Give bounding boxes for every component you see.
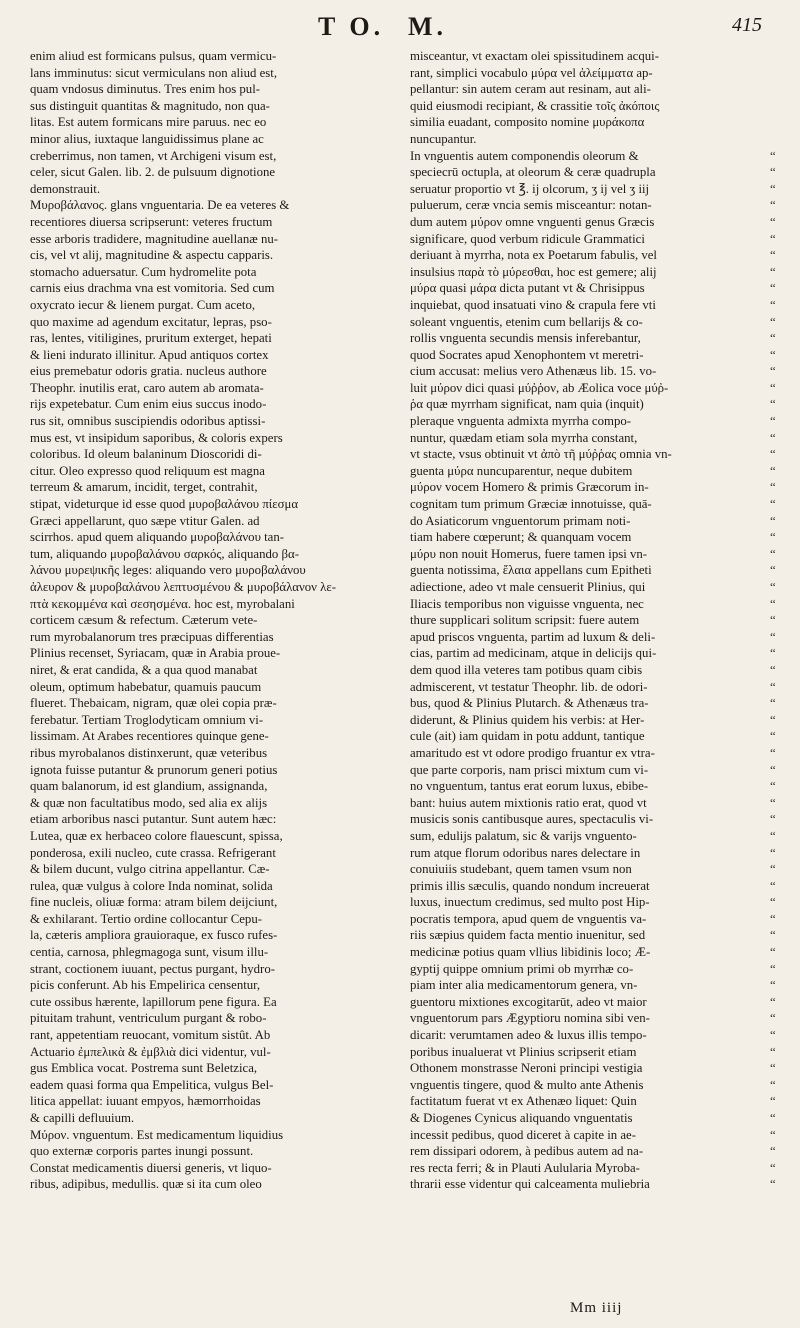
text-line: admiscerent, vt testatur Theophr. lib. de odori-: [410, 679, 648, 694]
text-line: thure supplicari solitum scripsit: fuere autem: [410, 613, 640, 628]
quote-mark: “: [770, 862, 776, 877]
text-line: vnguentis tingere, quod & multo ante Athenis: [410, 1077, 644, 1092]
text-line: thrarii esse videntur qui calceamenta muliebria: [410, 1177, 650, 1192]
text-line: μύρα quasi μάρα dicta putant vt & Chrisippus: [410, 281, 645, 296]
text-line: lissimam. At Arabes recentiores quinque gene-: [30, 729, 269, 744]
text-line: quid eiusmodi recipiant, & crassitie τοῖς ἀκόποις: [410, 98, 660, 113]
quote-mark: “: [770, 662, 776, 677]
quote-mark: “: [770, 480, 776, 495]
text-line: litica appellat: iuuant empyos, hæmorrhoidas: [30, 1094, 261, 1109]
quote-mark: “: [770, 1144, 776, 1159]
quote-mark: “: [770, 961, 776, 976]
text-line: eadem quasi forma qua Empelitica, vulgus Bel-: [30, 1077, 274, 1092]
quote-mark: “: [770, 911, 776, 926]
text-line: primis illis sæculis, quando nondum increuerat: [410, 878, 650, 893]
text-line: do Asiaticorum vnguentorum primam noti-: [410, 513, 631, 528]
quote-mark: “: [770, 613, 776, 628]
quote-mark: “: [770, 580, 776, 594]
quote-mark: “: [770, 165, 776, 180]
text-line: celer, sicut Galen. lib. 2. de pulsuum dignotione: [30, 165, 276, 180]
text-line: Lutea, quæ ex herbaceo colore flauescunt, spissa,: [30, 828, 283, 843]
running-head-right: M.: [408, 12, 448, 41]
right-text-column: [410, 48, 760, 1193]
quote-mark: “: [770, 696, 776, 711]
text-line: corticem cæsum & refectum. Cæterum vete-: [30, 613, 258, 628]
text-line: & bilem ducunt, vulgo citrina appellantur. Cæ-: [30, 862, 270, 877]
quote-mark: “: [770, 364, 776, 379]
text-line: & lieni indurato illinitur. Apud antiquos cortex: [30, 347, 269, 362]
text-line: speciecrū octupla, at oleorum & ceræ quadrupla: [410, 165, 656, 180]
text-line: poribus inualuerat vt Plinius scripserit etiam: [410, 1044, 637, 1059]
quote-mark: “: [770, 463, 776, 478]
quote-mark: “: [770, 198, 776, 213]
text-line: bant: huius autem mixtionis ratio erat, quod vt: [410, 795, 647, 810]
text-line: Μύρον. vnguentum. Est medicamentum liquidius: [30, 1127, 284, 1142]
text-line: λάνου μυρεψικῆς leges: aliquando vero μυροβαλάνου: [30, 563, 306, 578]
quote-mark: “: [770, 1044, 776, 1059]
quote-mark: “: [770, 380, 776, 395]
quote-mark: “: [770, 231, 776, 246]
text-line: recentiores diuersa scripserunt: veteres fructum: [30, 214, 273, 229]
text-line: sus distinguit quantitas & magnitudo, non qua-: [30, 98, 270, 113]
quote-mark: “: [770, 729, 776, 744]
quote-mark: “: [770, 646, 776, 661]
text-line: nuncupantur.: [410, 131, 477, 146]
text-line: dicarit: verumtamen adeo & luxus illis tempo-: [410, 1028, 647, 1043]
quote-mark: “: [770, 1077, 776, 1092]
text-line: Μυροβάλανος. glans vnguentaria. De ea veteres &: [30, 198, 290, 213]
quote-mark: “: [770, 264, 776, 279]
quote-mark: “: [770, 795, 776, 810]
quote-mark: [770, 114, 790, 131]
text-line: rollis vnguenta secundis mensis inferebantur,: [410, 331, 641, 346]
quote-mark: “: [770, 214, 776, 229]
text-line: piam inter alia medicamentorum genera, vn-: [410, 978, 638, 993]
quote-mark: “: [770, 1011, 776, 1026]
quote-mark: [770, 131, 790, 148]
quote-mark: “: [770, 895, 776, 910]
text-line: stomacho aduersatur. Cum hydromelite pota: [30, 264, 257, 279]
text-line: insulsius παρὰ τὸ μύρεσθαι, hoc est gemere; alij: [410, 264, 657, 279]
text-line: mus est, vt insipidum saporibus, & coloris expers: [30, 430, 283, 445]
quote-mark: “: [770, 1127, 776, 1142]
text-line: quam balanorum, id est glandium, assignanda,: [30, 779, 268, 794]
quote-mark: “: [770, 679, 776, 694]
quote-mark: “: [770, 1177, 776, 1192]
quote-mark: “: [770, 1160, 776, 1175]
text-line: bus, quod & Plinius Plutarch. & Athenæus tra-: [410, 696, 649, 711]
quote-mark: [770, 48, 790, 65]
quote-mark: “: [770, 530, 776, 545]
quote-mark: “: [770, 546, 776, 561]
text-line: apud priscos vnguenta, partim ad luxum & deli-: [410, 629, 656, 644]
text-line: ras, lentes, vitiligines, pruritum exterget, hepati: [30, 331, 272, 346]
text-line: factitatum fuerat vt ex Athenæo liquet: Quin: [410, 1094, 637, 1109]
text-line: fine nucleis, oliuæ forma: atram bilem deijciunt,: [30, 895, 278, 910]
quote-mark: “: [770, 762, 776, 777]
text-line: rijs expetebatur. Cum enim eius succus inodo-: [30, 397, 267, 412]
text-line: & exhilarant. Tertio ordine collocantur Cepu-: [30, 911, 262, 926]
text-line: sum, edulijs palatum, sic & varijs vnguento-: [410, 828, 637, 843]
text-line: πτὰ κεκομμένα καὶ σεσησμένα. hoc est, myrobalani: [30, 596, 295, 611]
quote-mark: “: [770, 430, 776, 445]
quote-mark: “: [770, 414, 776, 429]
text-line: flueret. Thebaicam, nigram, quæ olei copia præ-: [30, 696, 277, 711]
quote-mark: “: [770, 297, 776, 312]
quote-mark: “: [770, 812, 776, 827]
text-line: pituitam trahunt, ventriculum purgant & robo-: [30, 1011, 267, 1026]
text-line: rum myrobalanorum tres præcipuas differentias: [30, 629, 274, 644]
text-line: rem dissipari odorem, à pedibus autem ad na-: [410, 1144, 644, 1159]
quotation-marks-margin: [770, 48, 790, 1193]
text-line: cute ossibus hærente, lapillorum pene figura. Ea: [30, 994, 277, 1009]
quote-mark: “: [770, 497, 776, 512]
text-line: soleant vnguentis, etenim cum bellarijs & co-: [410, 314, 643, 329]
quote-mark: “: [770, 878, 776, 893]
quote-mark: “: [770, 945, 776, 960]
text-line: musicis sonis cantibusque aures, spectaculis vi-: [410, 812, 654, 827]
text-line: Theophr. inutilis erat, caro autem ab aromata-: [30, 380, 264, 395]
text-line: Othonem monstrasse Neroni principi vestigia: [410, 1061, 643, 1076]
quote-mark: “: [770, 596, 776, 611]
quote-mark: “: [770, 148, 776, 163]
quote-mark: “: [770, 779, 776, 794]
text-line: eius premebatur odoris gratia. nucleus authore: [30, 364, 267, 379]
text-line: oxycrato iecur & lienem purgat. Cum aceto,: [30, 297, 256, 312]
signature-mark: Mm iiij: [570, 1300, 623, 1316]
text-line: niret, & erat candida, & a qua quod manabat: [30, 662, 258, 677]
text-line: Constat medicamentis diuersi generis, vt liquo-: [30, 1160, 272, 1175]
text-line: vnguentorum pars Ægyptioru nomina sibi ven-: [410, 1011, 650, 1026]
text-line: carnis eius drachma vna est vomitoria. Sed cum: [30, 281, 275, 296]
quote-mark: “: [770, 347, 776, 362]
quote-mark: “: [770, 1094, 776, 1109]
quote-mark: “: [770, 845, 776, 860]
text-line: adiectione, adeo vt male censuerit Plinius, qui: [410, 580, 646, 594]
text-line: Actuario ἐμπελικὰ & ἐμβλιὰ dici videntur, vul-: [30, 1044, 271, 1059]
text-line: pellantur: sin autem ceram aut resinam, aut ali-: [410, 82, 651, 97]
text-line: que parte corporis, nam prisci mixtum cum vi-: [410, 762, 649, 777]
text-line: rant, simplici vocabulo μύρα vel ἀλείμματα ap-: [410, 65, 653, 80]
text-line: rum atque florum odoribus nares delectare in: [410, 845, 641, 860]
text-line: coloribus. Id oleum balaninum Dioscoridi di-: [30, 447, 262, 462]
text-line: diderunt, & Plinius quidem his verbis: at Her-: [410, 712, 645, 727]
text-line: tum, aliquando μυροβαλάνου σαρκός, aliquando βα-: [30, 546, 299, 561]
text-line: significare, quod verbum ridicule Grammatici: [410, 231, 645, 246]
text-line: In vnguentis autem componendis oleorum &: [410, 148, 639, 163]
text-line: puluerum, ceræ vncia semis misceantur: notan-: [410, 198, 652, 213]
text-line: no vnguentum, tantus erat eorum luxus, ebibe-: [410, 779, 649, 794]
quote-mark: “: [770, 978, 776, 993]
quote-mark: “: [770, 314, 776, 329]
text-line: centia, carnosa, phlegmagoga sunt, visum illu-: [30, 945, 269, 960]
quote-mark: “: [770, 248, 776, 263]
text-line: ῥα quæ myrrham significat, nam quia (inquit): [410, 397, 644, 412]
quote-mark: “: [770, 513, 776, 528]
text-line: pocratis tempora, apud quem de vnguentis va-: [410, 911, 647, 926]
quote-mark: “: [770, 1028, 776, 1043]
text-line: creberrimus, non tamen, vt Archigeni visum est,: [30, 148, 277, 163]
text-line: terreum & amarum, incidit, terget, contrahit,: [30, 480, 258, 495]
running-head-left: T O.: [318, 12, 385, 41]
text-line: Plinius recenset, Syriacam, quæ in Arabia proue-: [30, 646, 281, 661]
text-line: litas. Est autem formicans mire paruus. nec eo: [30, 115, 267, 130]
quote-mark: “: [770, 447, 776, 462]
text-line: cognitam tum primum Græciæ innotuisse, quā-: [410, 497, 652, 512]
text-line: incessit pedibus, quod diceret à capite in ae-: [410, 1127, 636, 1142]
text-line: amaritudo est vt odore prodigo fruantur ex vtra-: [410, 745, 655, 760]
text-line: rant, appetentiam reuocant, vomitum sistût. Ab: [30, 1028, 271, 1043]
text-line: ἀλευρον & μυροβαλάνου λεπτυσμένου & μυροβάλανον λε-: [30, 580, 337, 594]
text-line: inquiebat, quod insatuati vino & crapula fere vti: [410, 297, 656, 312]
text-line: nuntur, quædam etiam sola myrrha constant,: [410, 430, 638, 445]
quote-mark: “: [770, 181, 776, 196]
quote-mark: “: [770, 828, 776, 843]
text-line: medicinæ potius quam vllius libidinis loco; Æ-: [410, 945, 651, 960]
text-line: luxus, inuectum credimus, sed multo post Hip-: [410, 895, 650, 910]
text-line: & capilli defluuium.: [30, 1111, 135, 1125]
text-line: Græci appellarunt, quo sæpe vtitur Galen. ad: [30, 513, 260, 528]
quote-mark: “: [770, 563, 776, 578]
text-line: & quæ non facultatibus modo, sed alia ex alijs: [30, 795, 268, 810]
text-line: & Diogenes Cynicus aliquando vnguentatis: [410, 1111, 633, 1125]
text-line: tiam habere cœperunt; & quanquam vocem: [410, 530, 632, 545]
text-line: guenta μύρα nuncuparentur, neque dubitem: [410, 463, 633, 478]
text-line: guentoru mixtiones excogitarūt, adeo vt maior: [410, 994, 647, 1009]
text-line: ferebatur. Tertiam Troglodyticam omnium vi-: [30, 712, 264, 727]
text-line: rus sit, omnibus suscipiendis odoribus aptissi-: [30, 414, 266, 429]
text-line: ribus, adipibus, medullis. quæ si ita cum oleo: [30, 1177, 262, 1192]
text-line: cule (ait) iam quidam in potu addunt, tantique: [410, 729, 645, 744]
text-line: misceantur, vt exactam olei spissitudinem acqui-: [410, 49, 659, 63]
text-line: seruatur proportio vt ℥. ij olcorum, ʒ ij vel ʒ iij: [410, 181, 650, 196]
text-line: demonstrauit.: [30, 181, 101, 196]
quote-mark: [770, 81, 790, 98]
quote-mark: “: [770, 281, 776, 296]
text-line: vt stacte, vsus obtinuit vt ἀπὸ τῆ μύῤῥας omnia vn-: [410, 447, 672, 462]
text-line: esse arboris tradidere, magnitudine auellanæ nu-: [30, 231, 279, 246]
text-line: dem quod illa veteres tam potibus quam cibis: [410, 662, 643, 677]
quote-mark: “: [770, 712, 776, 727]
text-line: picis conferunt. Ab his Empelirica censentur,: [30, 978, 261, 993]
text-line: Iliacis temporibus non viguisse vnguenta, nec: [410, 596, 644, 611]
text-line: lans imminutus: sicut vermiculans non aliud est,: [30, 65, 278, 80]
text-line: riis sæpius quidem facta mentio inuenitur, sed: [410, 928, 646, 943]
text-line: cias, partim ad medicinam, atque in delicijs qui-: [410, 646, 657, 661]
quote-mark: “: [770, 397, 776, 412]
text-line: conuiuiis studebant, quem tamen vsum non: [410, 862, 632, 877]
text-line: citur. Oleo expresso quod reliquum est magna: [30, 463, 265, 478]
text-line: pleraque vnguenta admixta myrrha compo-: [410, 414, 632, 429]
text-line: cis, vel vt alij, magnitudine & aspectu capparis.: [30, 248, 274, 263]
quote-mark: [770, 98, 790, 115]
text-line: dum autem μύρον omne vnguenti genus Græcis: [410, 214, 655, 229]
quote-mark: “: [770, 629, 776, 644]
text-line: minor alius, iuxtaque languidissimus plane ac: [30, 131, 264, 146]
quote-mark: “: [770, 994, 776, 1009]
text-line: strant, coctionem iuuant, pectus purgant, hydro-: [30, 961, 275, 976]
text-line: oleum, optimum habebatur, quamuis paucum: [30, 679, 262, 694]
quote-mark: “: [770, 745, 776, 760]
text-line: stipat, videturque id esse quod μυροβαλάνου πίεσμα: [30, 497, 299, 512]
text-line: similia euadant, composito nomine μυράκοπα: [410, 115, 645, 130]
quote-mark: “: [770, 928, 776, 943]
text-line: la, cæteris ampliora grauioraque, ex fusco rufes-: [30, 928, 278, 943]
text-line: quo externæ corporis partes inungi possunt.: [30, 1144, 254, 1159]
text-line: quod Socrates apud Xenophontem vt meretri-: [410, 347, 644, 362]
text-line: scirrhos. apud quem aliquando μυροβαλάνου tan-: [30, 530, 285, 545]
page-number: 415: [732, 14, 762, 36]
text-line: etiam arboribus nasci putantur. Sunt autem hæc:: [30, 812, 277, 827]
text-line: guenta notissima, ἔλαια appellans cum Epitheti: [410, 563, 652, 578]
text-line: enim aliud est formicans pulsus, quam vermicu-: [30, 49, 277, 63]
text-line: gyptij quippe omnium primi ob myrrhæ co-: [410, 961, 634, 976]
text-line: μύρον vocem Homero & primis Græcorum in-: [410, 480, 649, 495]
text-line: cium accusat: melius vero Athenæus lib. 15. vo-: [410, 364, 657, 379]
text-line: ponderosa, exili nucleo, cute crassa. Refrigerant: [30, 845, 276, 860]
text-line: ignota fuisse putantur & prunorum generi potius: [30, 762, 278, 777]
text-line: res recta ferri; & in Plauti Aulularia Myroba-: [410, 1160, 640, 1175]
quote-mark: “: [770, 1111, 776, 1125]
quote-mark: “: [770, 1061, 776, 1076]
text-line: rulea, quæ vulgus à colore Inda nominat, solida: [30, 878, 273, 893]
text-line: ribus myrobalanos distinxerunt, quæ veteribus: [30, 745, 268, 760]
text-line: luit μύρον dici quasi μύῤῥον, ab Æolica voce μύῤ-: [410, 380, 669, 395]
quote-mark: “: [770, 331, 776, 346]
text-line: μύρυ non nouit Homerus, fuere tamen ipsi vn-: [410, 546, 648, 561]
text-line: gus Emblica vocat. Postrema sunt Beletzica,: [30, 1061, 258, 1076]
text-line: deriuant à myrrha, nota ex Poetarum fabulis, vel: [410, 248, 657, 263]
quote-mark: [770, 65, 790, 82]
text-line: quam vndosus diminutus. Tres enim hos pul-: [30, 82, 261, 97]
text-line: quo maxime ad agendum excitatur, lepras, pso-: [30, 314, 272, 329]
left-text-column: [30, 48, 380, 1193]
